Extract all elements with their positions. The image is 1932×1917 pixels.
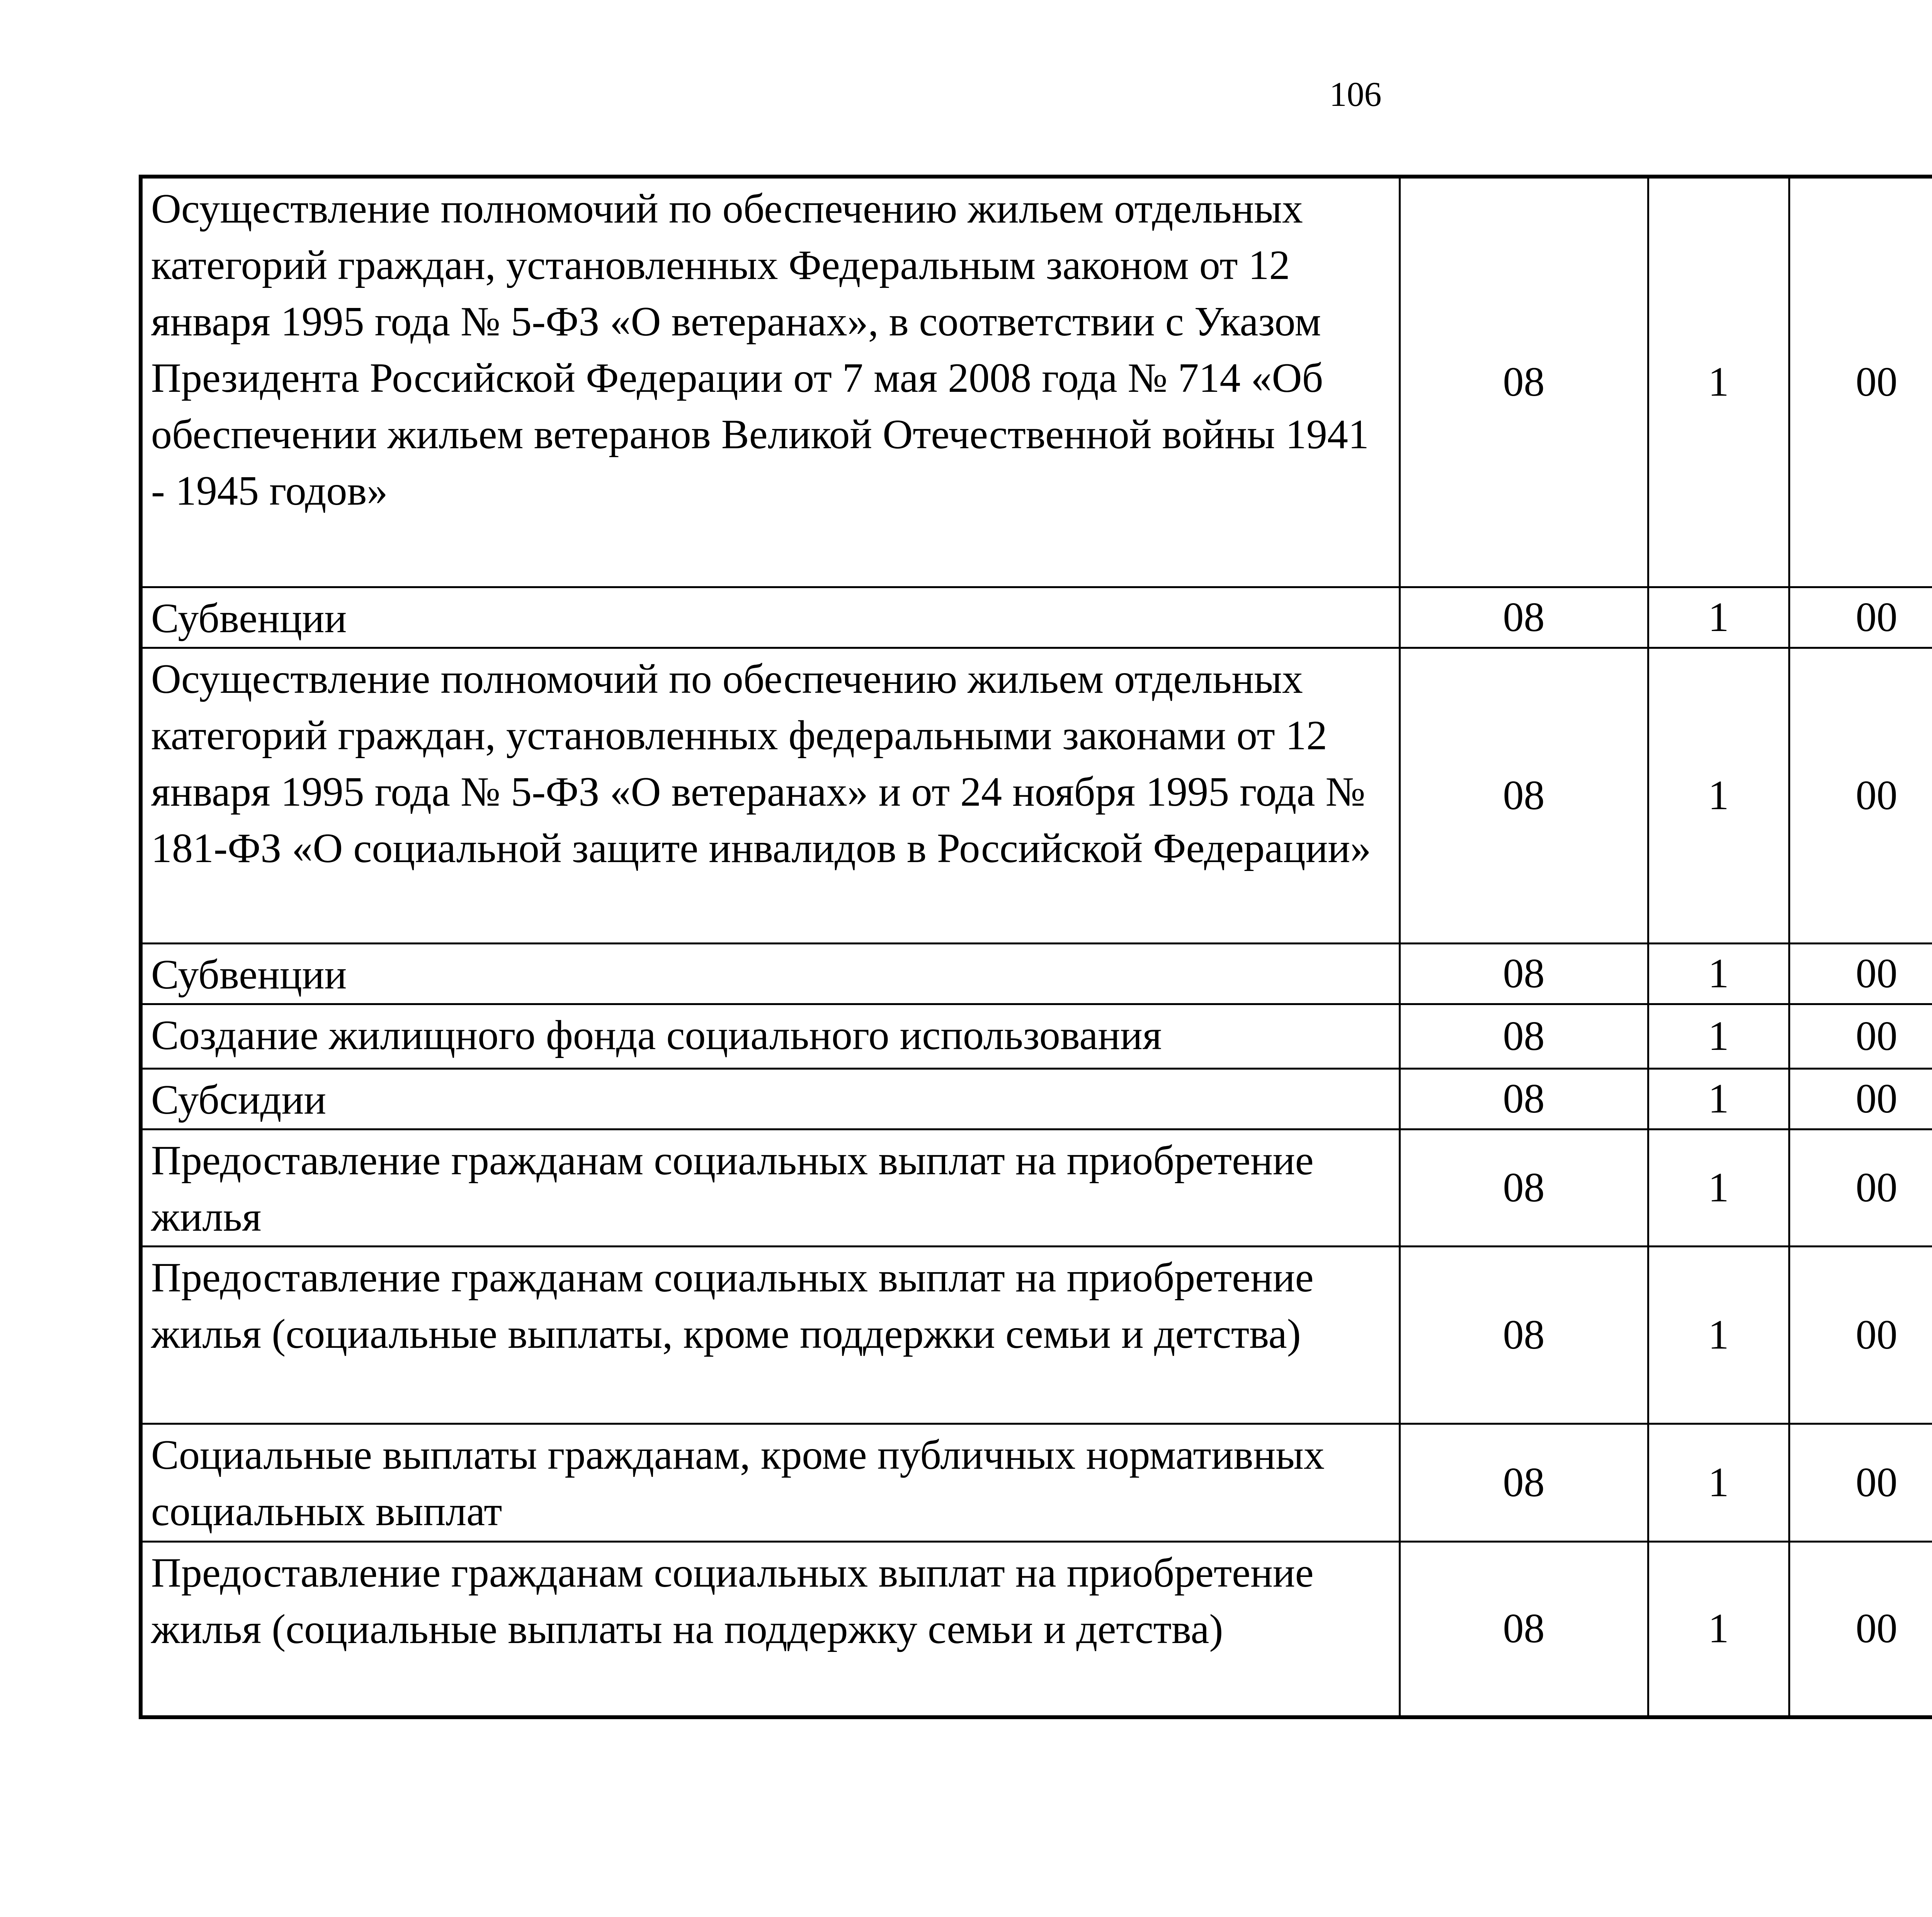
table-row xyxy=(141,587,1932,648)
subsection-code-cell: 1 xyxy=(1648,1541,1789,1717)
page-number: 106 xyxy=(1329,75,1382,114)
row-name-cell: Субсидии xyxy=(141,1068,1400,1129)
row-name-cell: Создание жилищного фонда социального использования xyxy=(141,1004,1400,1068)
section-code-cell: 08 xyxy=(1400,1541,1648,1717)
table-row xyxy=(141,1129,1932,1246)
budget-table xyxy=(139,175,1932,1719)
target-code-part1-cell: 00 xyxy=(1789,1424,1932,1541)
subsection-code-cell: 1 xyxy=(1648,1004,1789,1068)
row-name-cell: Предоставление гражданам социальных выплат на приобретение жилья (социальные выплаты, кроме поддержки семьи и детства) xyxy=(141,1246,1400,1424)
subsection-code-cell: 1 xyxy=(1648,1068,1789,1129)
target-code-part1-cell: 00 xyxy=(1789,1246,1932,1424)
table-row xyxy=(141,1246,1932,1424)
table-row xyxy=(141,1424,1932,1541)
target-code-part1-cell: 00 xyxy=(1789,943,1932,1004)
row-name-cell: Социальные выплаты гражданам, кроме публичных нормативных социальных выплат xyxy=(141,1424,1400,1541)
target-code-part1-cell: 00 xyxy=(1789,1004,1932,1068)
section-code-cell: 08 xyxy=(1400,177,1648,587)
table-row xyxy=(141,177,1932,587)
subsection-code-cell: 1 xyxy=(1648,587,1789,648)
target-code-part1-cell: 00 xyxy=(1789,1129,1932,1246)
section-code-cell: 08 xyxy=(1400,1068,1648,1129)
subsection-code-cell: 1 xyxy=(1648,1246,1789,1424)
table-row xyxy=(141,648,1932,943)
section-code-cell: 08 xyxy=(1400,648,1648,943)
subsection-code-cell: 1 xyxy=(1648,177,1789,587)
section-code-cell: 08 xyxy=(1400,1129,1648,1246)
target-code-part1-cell: 00 xyxy=(1789,587,1932,648)
row-name-cell: Субвенции xyxy=(141,943,1400,1004)
section-code-cell: 08 xyxy=(1400,943,1648,1004)
target-code-part1-cell: 00 xyxy=(1789,177,1932,587)
table-row xyxy=(141,943,1932,1004)
section-code-cell: 08 xyxy=(1400,1004,1648,1068)
subsection-code-cell: 1 xyxy=(1648,1424,1789,1541)
target-code-part1-cell: 00 xyxy=(1789,1541,1932,1717)
row-name-cell: Осуществление полномочий по обеспечению жильем отдельных категорий граждан, установленных Федеральным законом от 12 января 1995 года № 5-ФЗ «О ветеранах», в соответствии с Указом Президента Российской Федерации от 7 мая 2008 года № 714 «Об обеспечении жильем ветеранов Великой Отечественной войны 1941 - 1945 годов» xyxy=(141,177,1400,587)
table-row xyxy=(141,1068,1932,1129)
row-name-cell: Предоставление гражданам социальных выплат на приобретение жилья xyxy=(141,1129,1400,1246)
section-code-cell: 08 xyxy=(1400,1424,1648,1541)
subsection-code-cell: 1 xyxy=(1648,1129,1789,1246)
target-code-part1-cell: 00 xyxy=(1789,1068,1932,1129)
row-name-cell: Осуществление полномочий по обеспечению жильем отдельных категорий граждан, установленных федеральными законами от 12 января 1995 года № 5-ФЗ «О ветеранах» и от 24 ноября 1995 года № 181-ФЗ «О социальной защите инвалидов в Российской Федерации» xyxy=(141,648,1400,943)
subsection-code-cell: 1 xyxy=(1648,648,1789,943)
table-row xyxy=(141,1541,1932,1717)
row-name-cell: Субвенции xyxy=(141,587,1400,648)
row-name-cell: Предоставление гражданам социальных выплат на приобретение жилья (социальные выплаты на поддержку семьи и детства) xyxy=(141,1541,1400,1717)
target-code-part1-cell: 00 xyxy=(1789,648,1932,943)
section-code-cell: 08 xyxy=(1400,587,1648,648)
table-row xyxy=(141,1004,1932,1068)
section-code-cell: 08 xyxy=(1400,1246,1648,1424)
subsection-code-cell: 1 xyxy=(1648,943,1789,1004)
